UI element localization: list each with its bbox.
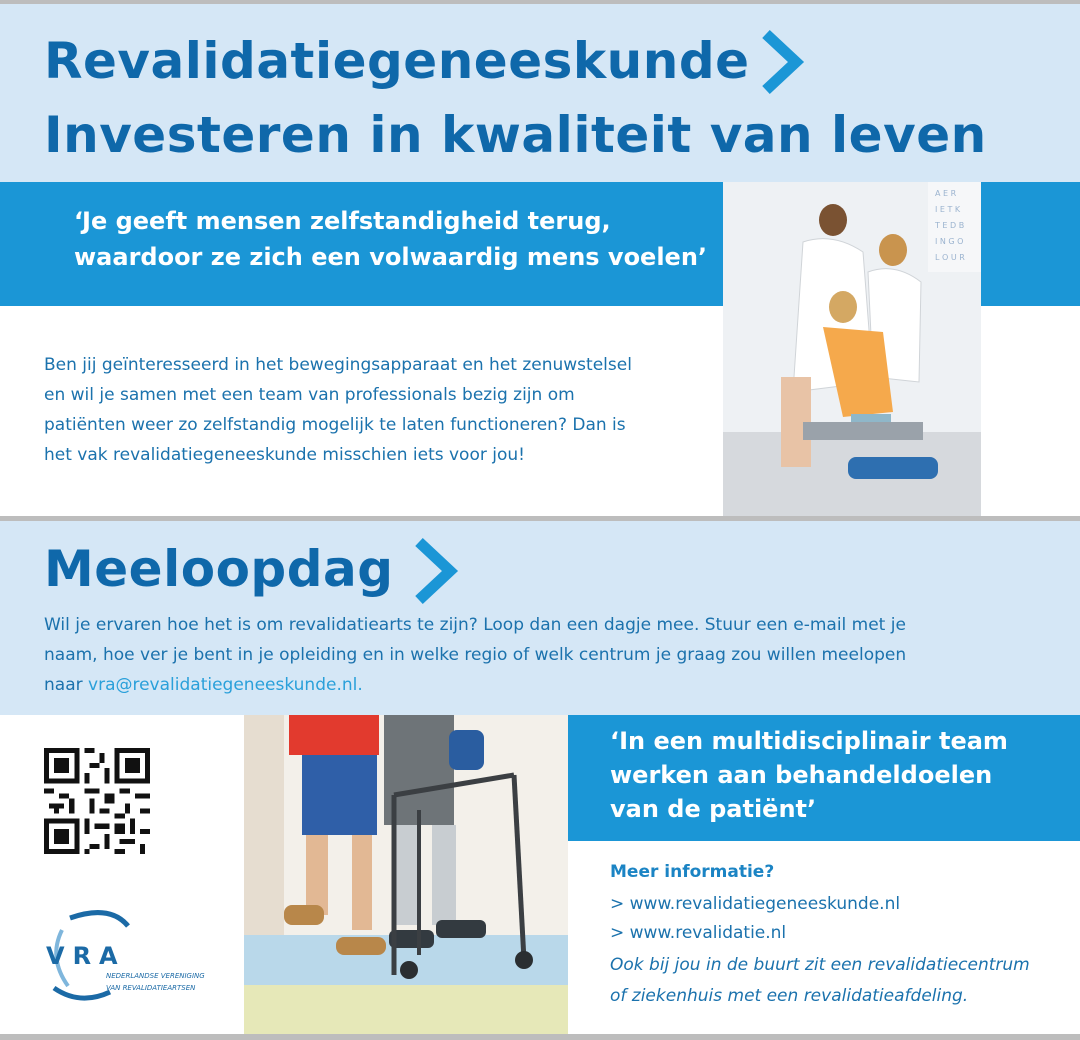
bottom-divider — [0, 1034, 1080, 1040]
meeloopdag-line1: Wil je ervaren hoe het is om revalidatiearts te zijn? Loop dan een dagje mee. Stuur een e-mail met je — [44, 615, 906, 635]
svg-text:I N G O: I N G O — [935, 237, 964, 246]
vra-logo-icon — [40, 908, 210, 1004]
quote-top-line1: ‘Je geeft mensen zelfstandigheid terug, — [74, 207, 611, 235]
chevron-right-icon — [410, 536, 462, 606]
logo-subtitle-line1: NEDERLANDSE VERENIGING — [106, 972, 205, 980]
svg-text:T E D B: T E D B — [935, 221, 965, 230]
page-subtitle: Investeren in kwaliteit van leven — [44, 106, 987, 164]
logo-subtitle-line2: VAN REVALIDATIEARTSEN — [106, 984, 196, 992]
quote-top — [74, 203, 707, 275]
intro-line1: Ben jij geïnteresseerd in het bewegingsapparaat en het zenuwstelsel — [44, 355, 632, 375]
intro-line2: en wil je samen met een team van professionals bezig zijn om — [44, 385, 575, 405]
info-note-line2: of ziekenhuis met een revalidatieafdeling. — [610, 986, 969, 1006]
svg-text:I E T K: I E T K — [935, 205, 961, 214]
intro-line4: het vak revalidatiegeneeskunde misschien iets voor jou! — [44, 445, 525, 465]
quote-bottom — [610, 724, 1008, 826]
email-link[interactable]: vra@revalidatiegeneeskunde.nl. — [88, 675, 363, 695]
quote-bottom-line2: werken aan behandeldoelen — [610, 761, 993, 789]
photo-walker-rehab — [244, 715, 568, 1034]
intro-text — [44, 350, 632, 470]
link-revalidatie[interactable]: > www.revalidatie.nl — [610, 923, 787, 943]
meeloopdag-text — [44, 610, 906, 700]
info-title: Meer informatie? — [610, 862, 775, 882]
meeloopdag-line3-prefix: naar — [44, 675, 89, 695]
intro-line3: patiënten weer zo zelfstandig mogelijk te laten functioneren? Dan is — [44, 415, 626, 435]
meeloopdag-line2: naam, hoe ver je bent in je opleiding en in welke regio of welk centrum je graag zou willen meelopen — [44, 645, 907, 665]
quote-bottom-line1: ‘In een multidisciplinair team — [610, 727, 1008, 755]
quote-top-line2: waardoor ze zich een volwaardig mens voelen’ — [74, 243, 708, 271]
meeloopdag-title: Meeloopdag — [44, 540, 394, 598]
logo-letters: VRA — [46, 942, 126, 970]
chevron-right-icon — [758, 28, 806, 96]
link-revalidatiegeneeskunde[interactable]: > www.revalidatiegeneeskunde.nl — [610, 894, 901, 914]
page-title: Revalidatiegeneeskunde — [44, 32, 750, 90]
info-note — [610, 950, 1030, 1012]
info-note-line1: Ook bij jou in de buurt zit een revalidatiecentrum — [610, 955, 1030, 975]
quote-bottom-line3: van de patiënt’ — [610, 795, 817, 823]
qr-code-icon[interactable] — [44, 748, 150, 854]
meeloopdag-line3 — [44, 670, 906, 700]
svg-text:A E R: A E R — [935, 189, 957, 198]
photo-doctors-child — [723, 182, 981, 516]
svg-text:L O U R: L O U R — [935, 253, 965, 262]
